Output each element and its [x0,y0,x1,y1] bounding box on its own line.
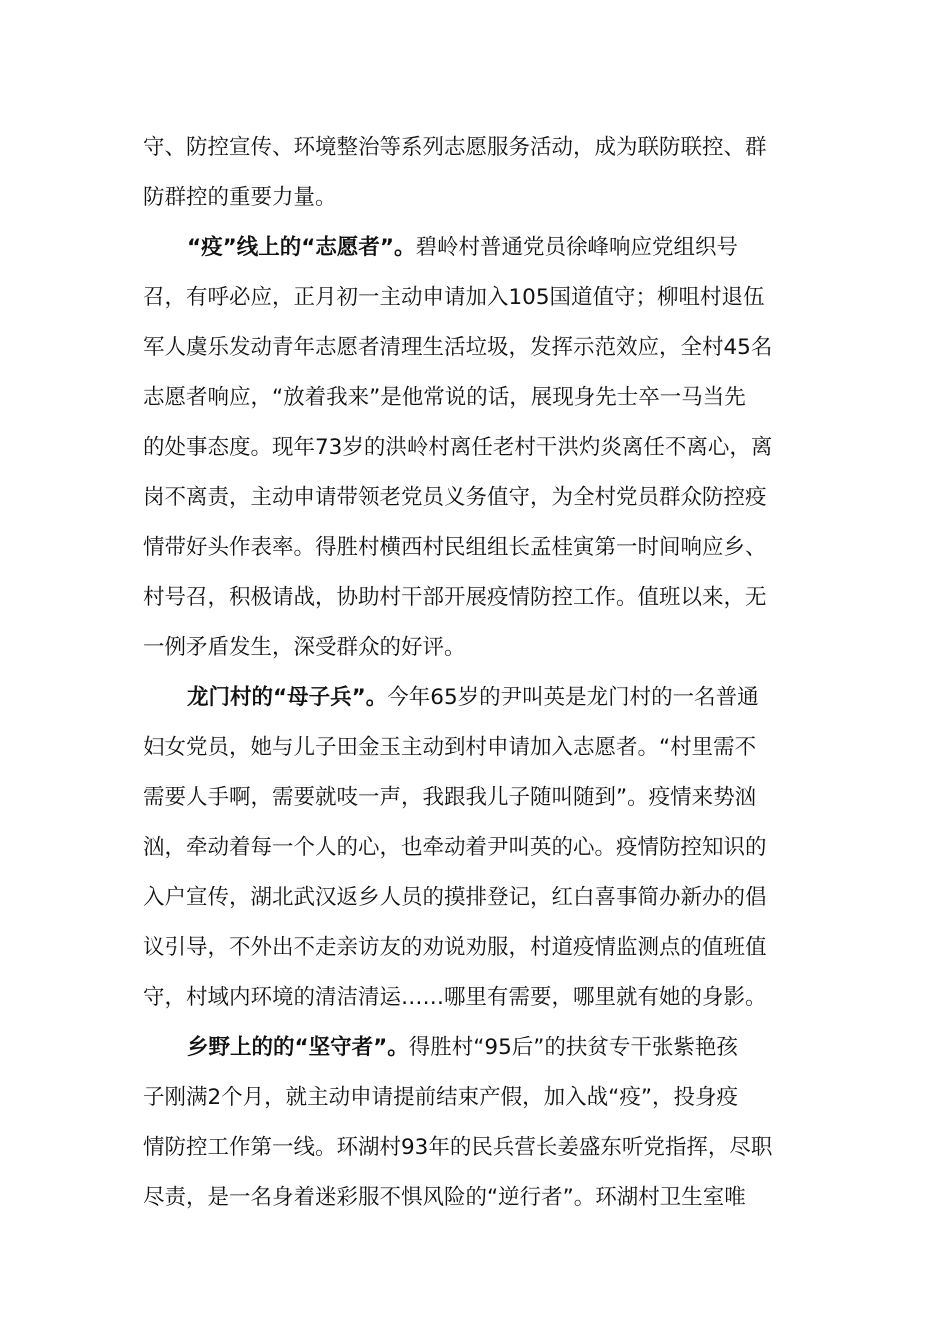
text-line: 子刚满2个月，就主动申请提前结束产假，加入战“疫”，投身疫 [143,1085,738,1110]
text-line [143,223,807,273]
text-line: 召，有呼必应，正月初一主动申请加入105国道值守；柳咀村退伍 [143,285,765,310]
text-line: 村号召，积极请战，协助村干部开展疫情防控工作。值班以来，无 [143,585,767,610]
text-line: 汹，牵动着每一个人的心，也牵动着尹叫英的心。疫情防控知识的 [143,835,767,860]
text-line: 需要人手啊，需要就吱一声，我跟我儿子随叫随到”。疫情来势汹 [143,785,757,810]
text-line: 的处事态度。现年73岁的洪岭村离任老村干洪灼炎离任不离心，离 [143,435,773,460]
paragraph-heading: 龙门村的“母子兵”。 [187,685,388,710]
text-line: 防群控的重要力量。 [143,185,337,210]
text-line: 岗不离责，主动申请带领老党员义务值守，为全村党员群众防控疫 [143,485,767,510]
text-line: 妇女党员，她与儿子田金玉主动到村申请加入志愿者。“村里需不 [143,735,757,760]
paragraph-continuation [143,123,807,223]
text-run: 碧岭村普通党员徐峰响应党组织号 [415,235,739,260]
document-body [143,123,807,1223]
text-line: 议引导，不外出不走亲访友的劝说劝服，村道疫情监测点的值班值 [143,935,767,960]
text-line: 尽责，是一名身着迷彩服不惧风险的“逆行者”。环湖村卫生室唯 [143,1185,746,1210]
text-run: 今年65岁的尹叫英是龙门村的一名普通 [387,685,759,710]
text-line [143,1023,807,1073]
text-line: 入户宣传，湖北武汉返乡人员的摸排登记，红白喜事简办新办的倡 [143,885,767,910]
text-line: 一例矛盾发生，深受群众的好评。 [143,635,466,660]
text-line: 军人虞乐发动青年志愿者清理生活垃圾，发挥示范效应，全村45名 [143,335,773,360]
paragraph-heading: “疫”线上的“志愿者”。 [187,235,416,260]
paragraph-volunteers [143,223,807,673]
text-line: 情防控工作第一线。环湖村93年的民兵营长姜盛东听党指挥，尽职 [143,1135,773,1160]
paragraph-heading: 乡野上的的“坚守者”。 [187,1035,409,1060]
text-line: 情带好头作表率。得胜村横西村民组组长孟桂寅第一时间响应乡、 [143,535,767,560]
paragraph-mother-son [143,673,807,1023]
text-line: 志愿者响应，“放着我来”是他常说的话，展现身先士卒一马当先 [143,385,746,410]
text-line [143,673,807,723]
text-line: 守，村域内环境的清洁清运……哪里有需要，哪里就有她的身影。 [143,985,767,1010]
paragraph-guardians [143,1023,807,1223]
text-run: 得胜村“95后”的扶贫专干张紫艳孩 [408,1035,738,1060]
text-line: 守、防控宣传、环境整治等系列志愿服务活动，成为联防联控、群 [143,135,767,160]
